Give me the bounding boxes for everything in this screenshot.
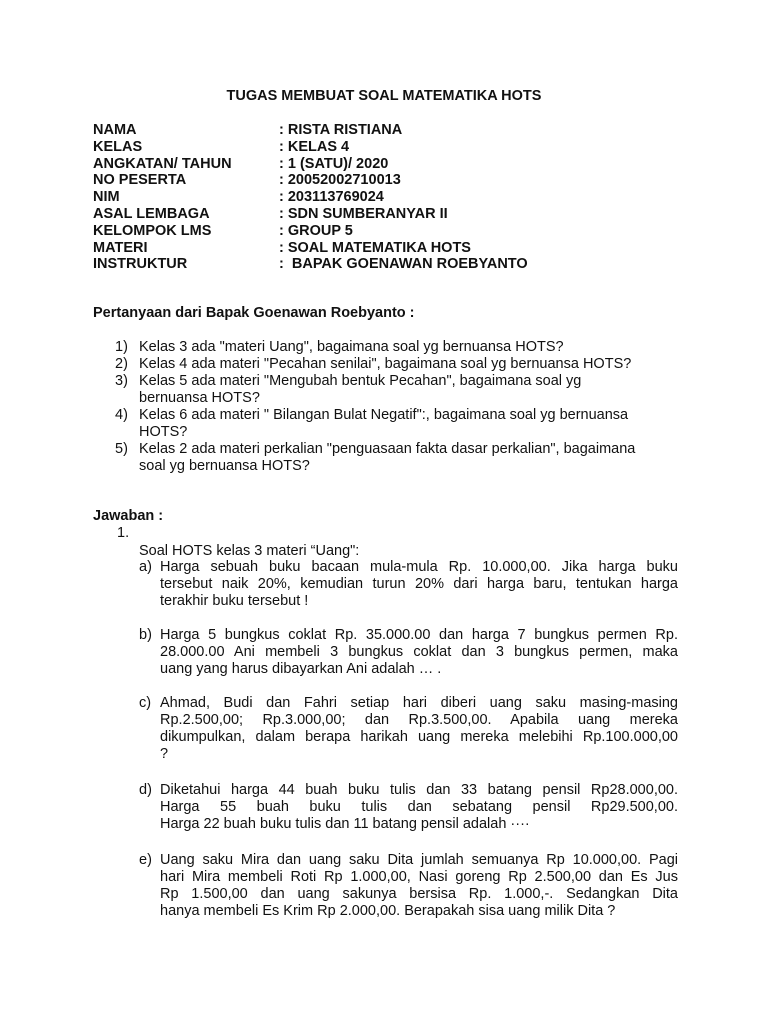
answer-text: [160, 852, 678, 920]
info-value: : SOAL MATEMATIKA HOTS: [279, 239, 471, 256]
questions-heading: Pertanyaan dari Bapak Goenawan Roebyanto :: [93, 305, 415, 321]
question-line: Kelas 5 ada materi "Mengubah bentuk Pecahan", bagaimana soal yg: [139, 373, 582, 389]
info-label: KELAS: [93, 138, 143, 155]
question-text: [139, 441, 683, 475]
question-number: 3): [115, 373, 128, 389]
answer-heading: Jawaban :: [93, 508, 164, 524]
answer-line: uang yang harus dibayarkan Ani adalah … .: [160, 661, 442, 677]
info-value: : 20052002710013: [279, 172, 401, 189]
answer-line: Uang saku Mira dan uang saku Dita jumlah semuanya Rp 10.000,00. Pagi: [160, 852, 678, 868]
answer-item: [139, 695, 679, 763]
question-line: Kelas 2 ada materi perkalian "penguasaan fakta dasar perkalian", bagaimana: [139, 441, 636, 457]
info-value: : SDN SUMBERANYAR II: [279, 205, 448, 222]
answer-line: Rp.2.500,00; Rp.3.000,00; dan Rp.3.500,00. Apabila uang mereka: [160, 712, 678, 728]
question-line: Kelas 4 ada materi "Pecahan senilai", bagaimana soal yg bernuansa HOTS?: [139, 356, 632, 372]
question-line: Kelas 3 ada "materi Uang", bagaimana soal yg bernuansa HOTS?: [139, 339, 564, 355]
question-number: 1): [115, 339, 128, 355]
info-label: ASAL LEMBAGA: [93, 205, 210, 222]
answer-line: Diketahui harga 44 buah buku tulis dan 33 batang pensil Rp28.000,00.: [160, 782, 678, 798]
answer-letter: c): [139, 695, 152, 711]
question-item: [93, 373, 683, 407]
answer-text: [160, 782, 678, 833]
answer-line: Harga 5 bungkus coklat Rp. 35.000.00 dan harga 7 bungkus permen Rp.: [160, 627, 678, 643]
answer-line: Rp 1.500,00 dan uang sakunya bersisa Rp. 1.000,-. Sedangkan Dita: [160, 886, 678, 902]
answer-letter: a): [139, 559, 152, 575]
answer-line: 28.000.00 Ani membeli 3 bungkus coklat dan 3 bungkus permen, maka: [160, 644, 678, 660]
answer-line: hanya membeli Es Krim Rp 2.000,00. Berapakah sisa uang milik Dita ?: [160, 903, 616, 919]
questions-list: [93, 339, 683, 475]
info-value: : GROUP 5: [279, 222, 353, 239]
info-label: INSTRUKTUR: [93, 256, 188, 273]
info-row: [93, 139, 528, 156]
info-value: : 203113769024: [279, 189, 384, 206]
page-title: TUGAS MEMBUAT SOAL MATEMATIKA HOTS: [226, 88, 542, 104]
info-row: [93, 122, 528, 139]
question-item: [93, 356, 683, 373]
info-label: NO PESERTA: [93, 172, 187, 189]
answer-letter: b): [139, 627, 152, 643]
question-item: [93, 441, 683, 475]
question-number: 5): [115, 441, 128, 457]
answer-line: ?: [160, 746, 169, 762]
answer-line: tersebut naik 20%, kemudian turun 20% dari harga baru, tentukan harga: [160, 576, 678, 592]
question-text: [139, 356, 683, 373]
answer-letter: d): [139, 782, 152, 798]
answer-line: dikumpulkan, dalam berapa harikah uang mereka melebihi Rp.100.000,00: [160, 729, 678, 745]
answer-item: [139, 782, 679, 833]
answer-line: Harga sebuah buku bacaan mula-mula Rp. 10.000,00. Jika harga buku: [160, 559, 678, 575]
answer-line: Harga 22 buah buku tulis dan 11 batang pensil adalah ····: [160, 816, 530, 832]
answer-line: terakhir buku tersebut !: [160, 593, 309, 609]
info-row: [93, 240, 528, 257]
info-row: [93, 172, 528, 189]
question-line: bernuansa HOTS?: [139, 390, 260, 406]
info-row: [93, 156, 528, 173]
info-row: [93, 256, 528, 273]
info-label: NAMA: [93, 122, 137, 138]
answer-line: Harga 55 buah buku tulis dan sebatang pensil Rp29.500,00.: [160, 799, 678, 815]
answer-intro: Soal HOTS kelas 3 materi “Uang":: [139, 543, 360, 559]
info-label: MATERI: [93, 239, 148, 256]
question-line: Kelas 6 ada materi " Bilangan Bulat Negatif":, bagaimana soal yg bernuansa: [139, 407, 629, 423]
identity-block: [93, 122, 528, 273]
answer-item: [139, 559, 679, 610]
question-line: HOTS?: [139, 424, 188, 440]
info-value: : BAPAK GOENAWAN ROEBYANTO: [279, 256, 528, 273]
question-number: 4): [115, 407, 128, 423]
answer-text: [160, 695, 678, 763]
info-row: [93, 189, 528, 206]
info-value: : 1 (SATU)/ 2020: [279, 155, 389, 172]
info-row: [93, 223, 528, 240]
question-number: 2): [115, 356, 128, 372]
question-item: [93, 339, 683, 356]
question-text: [139, 373, 683, 407]
answer-line: Ahmad, Budi dan Fahri setiap hari diberi uang saku masing-masing: [160, 695, 678, 711]
question-text: [139, 339, 683, 356]
info-value: : RISTA RISTIANA: [279, 122, 403, 138]
answer-number: 1.: [117, 525, 130, 541]
question-line: soal yg bernuansa HOTS?: [139, 458, 310, 474]
answer-letter: e): [139, 852, 152, 868]
answer-text: [160, 627, 678, 678]
answer-item: [139, 627, 679, 678]
info-row: [93, 206, 528, 223]
info-label: KELOMPOK LMS: [93, 222, 212, 239]
info-label: ANGKATAN/ TAHUN: [93, 155, 232, 172]
answer-item: [139, 852, 679, 920]
info-value: : KELAS 4: [279, 138, 350, 155]
question-item: [93, 407, 683, 441]
question-text: [139, 407, 683, 441]
info-label: NIM: [93, 189, 120, 206]
answer-line: hari Mira membeli Roti Rp 1.000,00, Nasi goreng Rp 2.500,00 dan Es Jus: [160, 869, 678, 885]
answer-text: [160, 559, 678, 610]
